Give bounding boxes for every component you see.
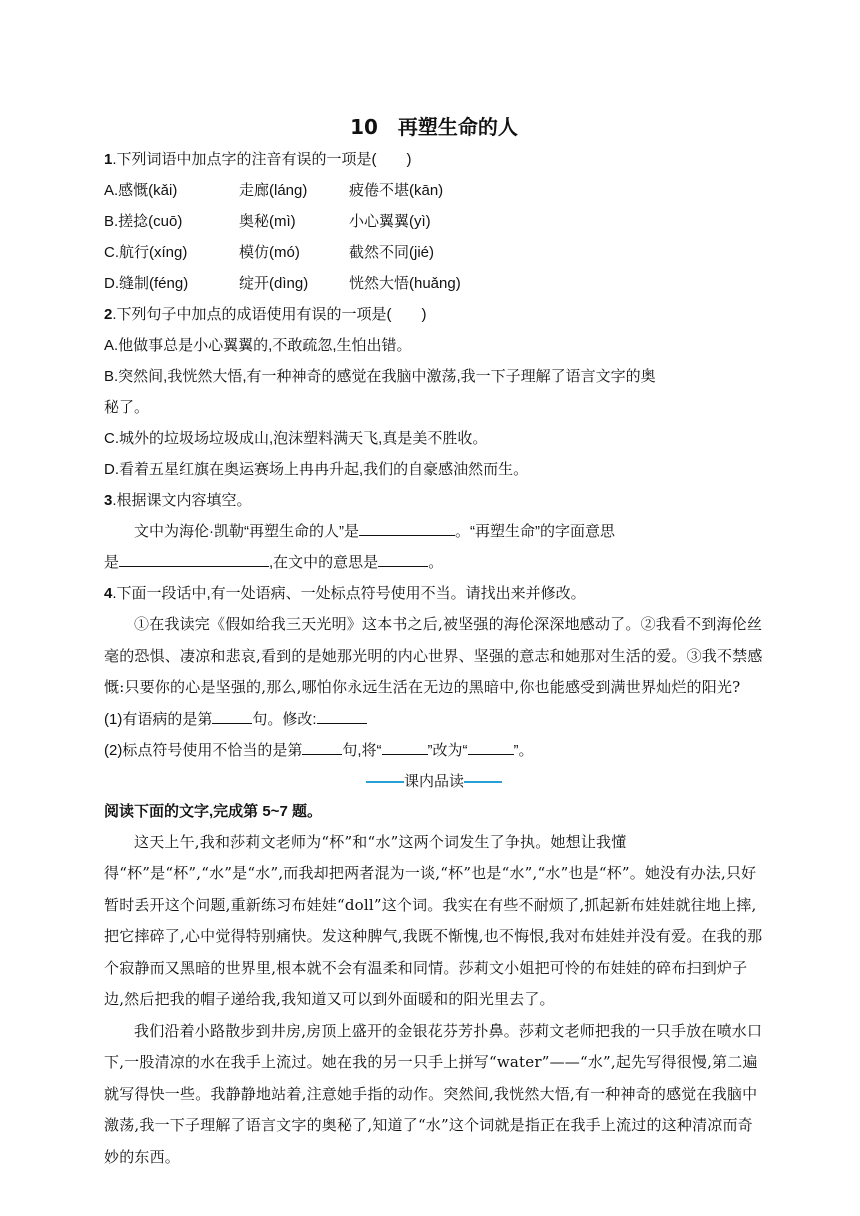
q1-c-word-3: 截然不同(jié) — [349, 244, 434, 261]
q1-b-word-1: B.搓捻(cuō) — [104, 213, 183, 230]
section-rule-right — [464, 781, 502, 783]
q2-option-b-line-2: 秘了。 — [104, 399, 150, 416]
q4-sub2-text-3: ”改为“ — [427, 741, 468, 759]
q4-sub2-text-1: (2)标点符号使用不恰当的是第 — [104, 741, 303, 759]
question-1 — [104, 144, 764, 299]
q4-sub2-blank-from[interactable] — [382, 740, 428, 755]
q4-sub-1 — [104, 704, 764, 735]
q3-text-3: 是 — [104, 554, 120, 571]
q2-stem: .下列句子中加点的成语使用有误的一项是( ) — [112, 306, 427, 323]
q1-b-word-3: 小心翼翼(yì) — [349, 213, 431, 230]
q4-sub2-text-2: 句,将“ — [342, 741, 382, 759]
reading-instructions: 阅读下面的文字,完成第 5~7 题。 — [104, 802, 322, 820]
q4-sub2-blank-sentence[interactable] — [302, 740, 342, 755]
section-rule-left — [366, 781, 404, 783]
q1-a-word-2: 走廊(láng) — [239, 182, 308, 199]
q1-b-word-2: 奥秘(mì) — [239, 213, 296, 230]
q3-text-5: 。 — [428, 554, 444, 571]
reading-paragraph-1: 这天上午,我和莎莉文老师为“杯”和“水”这两个词发生了争执。她想让我懂得“杯”是“杯”,“水”是“水”,而我却把两者混为一谈,“杯”也是“水”,“水”也是“杯”。她没有办法,只好暂时丢开这个问题,重新练习布娃娃“doll”这个词。我实在有些不耐烦了,抓起新布娃娃就往地上摔,把它摔碎了,心中觉得特别痛快。发这种脾气,我既不惭愧,也不悔恨,我对布娃娃并没有爱。在我的那个寂静而又黑暗的世界里,根本就不会有温柔和同情。莎莉文小姐把可怜的布娃娃的碎布扫到炉子边,然后把我的帽子递给我,我知道又可以到外面暖和的阳光里去了。 — [104, 832, 763, 1008]
q1-option-b — [104, 206, 764, 237]
q3-number: 3 — [104, 492, 113, 509]
q4-stem: .下面一段话中,有一处语病、一处标点符号使用不当。请找出来并修改。 — [112, 585, 586, 602]
q4-passage-text: ①在我读完《假如给我三天光明》这本书之后,被坚强的海伦深深地感动了。②我看不到海伦丝毫的恐惧、凄凉和悲哀,看到的是她那光明的内心世界、坚强的意志和她那对生活的爱。③我不禁感慨:只要你的心是坚强的,那么,哪怕你永远生活在无边的黑暗中,你也能感受到满世界灿烂的阳光? — [104, 615, 763, 696]
q2-option-a: A.他做事总是小心翼翼的,不敢疏忽,生怕出错。 — [104, 337, 412, 354]
q1-stem: .下列词语中加点字的注音有误的一项是( ) — [112, 151, 412, 168]
q3-line-2 — [104, 547, 764, 578]
q4-sub2-text-4: ”。 — [513, 741, 534, 759]
q4-sub1-blank-sentence[interactable] — [212, 709, 252, 724]
q2-option-c: C.城外的垃圾场垃圾成山,泡沫塑料满天飞,真是美不胜收。 — [104, 430, 488, 447]
q4-number: 4 — [104, 585, 113, 602]
q3-answer-blank-1[interactable] — [359, 521, 455, 536]
worksheet-page — [104, 112, 764, 1173]
question-2 — [104, 299, 764, 485]
q1-d-word-1: D.缝制(féng) — [104, 275, 189, 292]
section-label: 课内品读 — [403, 771, 464, 790]
q3-line-1 — [104, 516, 764, 547]
q4-sub1-blank-fix[interactable] — [317, 709, 367, 724]
q1-option-c — [104, 237, 764, 268]
q2-option-b-line-1: B.突然间,我恍然大悟,有一种神奇的感觉在我脑中激荡,我一下子理解了语言文字的奥 — [104, 368, 656, 385]
q4-sub2-blank-to[interactable] — [468, 740, 514, 755]
q1-d-word-2: 绽开(dìng) — [239, 275, 309, 292]
q3-stem: .根据课文内容填空。 — [112, 492, 252, 509]
q1-d-word-3: 恍然大悟(huǎng) — [349, 275, 461, 292]
q1-number: 1 — [104, 151, 113, 168]
q4-sub-2 — [104, 735, 764, 766]
q1-c-word-1: C.航行(xíng) — [104, 244, 188, 261]
q4-sub1-text-1: (1)有语病的是第 — [104, 710, 213, 728]
q1-a-word-3: 疲倦不堪(kān) — [349, 182, 444, 199]
question-4 — [104, 578, 764, 766]
q2-number: 2 — [104, 306, 113, 323]
q3-text-4: ,在文中的意思是 — [269, 554, 379, 571]
q1-c-word-2: 模仿(mó) — [239, 244, 300, 261]
q3-answer-blank-3[interactable] — [378, 552, 428, 567]
reading-passage — [104, 827, 764, 1174]
q3-text-2: 。“再塑生命”的字面意思 — [455, 523, 615, 540]
q1-a-word-1: A.感慨(kǎi) — [104, 182, 178, 199]
q3-text-1: 文中为海伦·凯勒“再塑生命的人”是 — [134, 523, 359, 540]
q3-answer-blank-2[interactable] — [119, 552, 269, 567]
page-title: 10 再塑生命的人 — [350, 115, 518, 139]
reading-paragraph-2: 我们沿着小路散步到井房,房顶上盛开的金银花芬芳扑鼻。莎莉文老师把我的一只手放在喷水口下,一股清凉的水在我手上流过。她在我的另一只手上拼写“water”——“水”,起先写得很慢,第二遍就写得快一些。我静静地站着,注意她手指的动作。突然间,我恍然大悟,有一种神奇的感觉在我脑中激荡,我一下子理解了语言文字的奥秘了,知道了“水”这个词就是指正在我手上流过的这种清凉而奇妙的东西。 — [104, 1021, 763, 1166]
section-header — [104, 766, 764, 796]
q4-sub1-text-2: 句。修改: — [252, 710, 317, 728]
q4-passage — [104, 609, 764, 704]
q1-option-d — [104, 268, 764, 299]
q2-option-d: D.看着五星红旗在奥运赛场上冉冉升起,我们的自豪感油然而生。 — [104, 461, 529, 478]
question-3 — [104, 485, 764, 578]
q1-option-a — [104, 175, 764, 206]
